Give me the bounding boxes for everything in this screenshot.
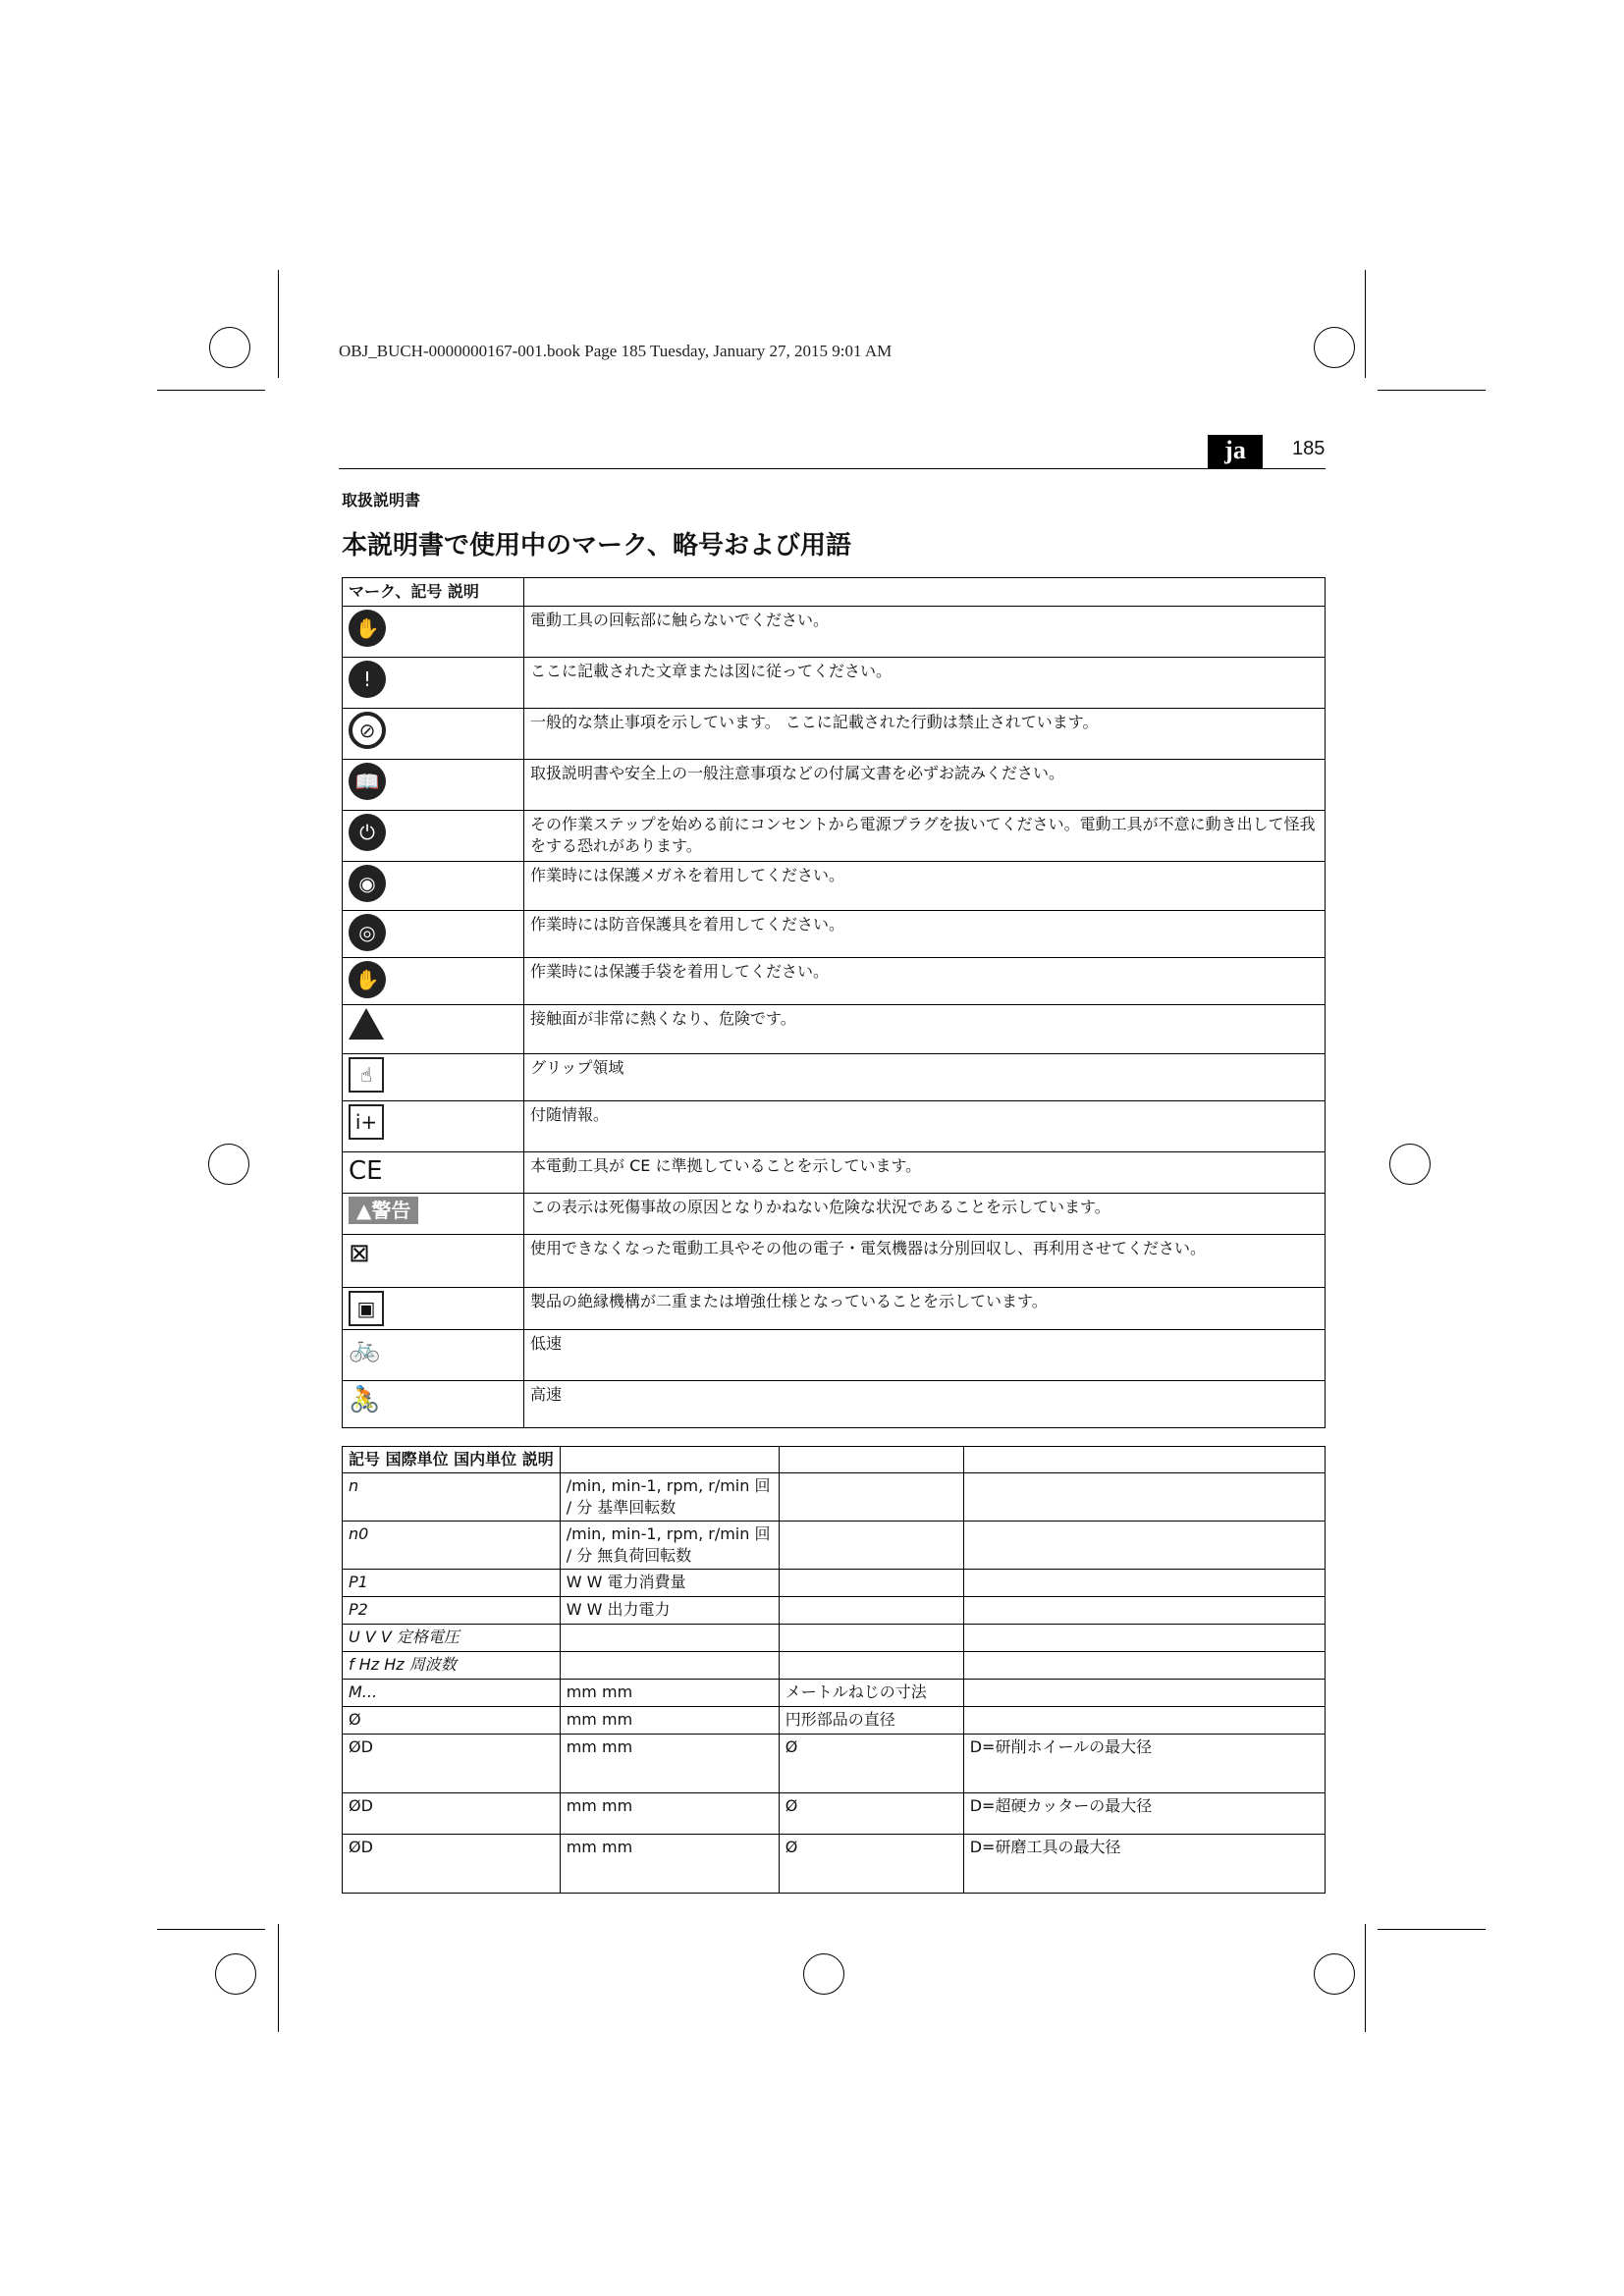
table-row xyxy=(343,1522,1326,1570)
table-cell xyxy=(779,1522,963,1570)
table-cell xyxy=(963,1522,1325,1570)
low-speed-icon: 🚲 xyxy=(349,1334,381,1363)
table-row xyxy=(343,760,1326,811)
table-cell: 円形部品の直径 xyxy=(779,1707,963,1735)
symbol-cell xyxy=(343,1381,524,1428)
crop-mark xyxy=(1378,1929,1486,1930)
table-row xyxy=(343,1101,1326,1152)
table-cell: M... xyxy=(343,1680,561,1707)
crop-mark xyxy=(157,390,265,391)
table-cell: mm mm xyxy=(560,1707,779,1735)
table-row xyxy=(343,607,1326,658)
table-cell: ØD xyxy=(343,1735,561,1793)
description-cell: ここに記載された文章または図に従ってください。 xyxy=(524,658,1326,709)
file-info: OBJ_BUCH-0000000167-001.book Page 185 Tuesday, January 27, 2015 9:01 AM xyxy=(339,342,893,360)
language-badge: ja xyxy=(1208,435,1263,468)
exclamation-icon: ! xyxy=(349,661,386,698)
description-cell: 作業時には防音保護具を着用してください。 xyxy=(524,911,1326,958)
table-row xyxy=(343,1707,1326,1735)
table-cell: U V V 定格電圧 xyxy=(343,1625,561,1652)
table-row xyxy=(343,1652,1326,1680)
table-cell xyxy=(963,1707,1325,1735)
description-cell: 取扱説明書や安全上の一般注意事項などの付属文書を必ずお読みください。 xyxy=(524,760,1326,811)
high-speed-icon: 🚴 xyxy=(349,1385,381,1415)
table-cell xyxy=(963,1625,1325,1652)
document-label: 取扱説明書 xyxy=(342,491,421,509)
symbol-cell xyxy=(343,658,524,709)
crop-mark xyxy=(278,1924,279,2032)
registration-mark xyxy=(215,1953,256,1995)
table-row xyxy=(343,1235,1326,1288)
table-row xyxy=(343,1194,1326,1235)
table-cell xyxy=(963,1680,1325,1707)
table-row xyxy=(343,658,1326,709)
table-row xyxy=(343,862,1326,911)
table-cell xyxy=(779,1473,963,1522)
double-insulation-icon: ▣ xyxy=(349,1291,384,1326)
symbol-cell xyxy=(343,607,524,658)
table-cell: /min, min-1, rpm, r/min 回 / 分 無負荷回転数 xyxy=(560,1522,779,1570)
table-row xyxy=(343,709,1326,760)
prohibition-icon: ⊘ xyxy=(349,712,386,749)
table-header-row xyxy=(343,578,1326,607)
table-header: マーク、記号 説明 xyxy=(343,578,524,607)
table-row xyxy=(343,1005,1326,1054)
table-row xyxy=(343,1570,1326,1597)
table-cell xyxy=(779,1652,963,1680)
table-cell: ØD xyxy=(343,1835,561,1894)
symbol-cell xyxy=(343,1194,524,1235)
description-cell: 接触面が非常に熱くなり、危険です。 xyxy=(524,1005,1326,1054)
crop-mark xyxy=(1378,390,1486,391)
warning-label-icon: ▲警告 xyxy=(349,1197,418,1224)
page-number: 185 xyxy=(1292,438,1326,459)
ce-mark-icon: CE xyxy=(349,1156,383,1186)
table-cell xyxy=(963,1570,1325,1597)
table-row xyxy=(343,911,1326,958)
description-cell: 一般的な禁止事項を示しています。 ここに記載された行動は禁止されています。 xyxy=(524,709,1326,760)
table-header-cell xyxy=(524,578,1326,607)
crop-mark xyxy=(157,1929,265,1930)
table-row xyxy=(343,1597,1326,1625)
description-cell: この表示は死傷事故の原因となりかねない危険な状況であることを示しています。 xyxy=(524,1194,1326,1235)
description-cell: 作業時には保護メガネを着用してください。 xyxy=(524,862,1326,911)
crop-mark xyxy=(1365,270,1366,378)
description-cell: 使用できなくなった電動工具やその他の電子・電気機器は分別回収し、再利用させてください。 xyxy=(524,1235,1326,1288)
description-cell: 製品の絶縁機構が二重または増強仕様となっていることを示しています。 xyxy=(524,1288,1326,1330)
table-row xyxy=(343,1625,1326,1652)
table-row xyxy=(343,1735,1326,1793)
table-row xyxy=(343,1330,1326,1381)
table-cell: /min, min-1, rpm, r/min 回 / 分 基準回転数 xyxy=(560,1473,779,1522)
info-icon: i+ xyxy=(349,1104,384,1140)
symbol-cell xyxy=(343,1330,524,1381)
table-cell: P1 xyxy=(343,1570,561,1597)
table-cell: mm mm xyxy=(560,1735,779,1793)
table-cell: W W 出力電力 xyxy=(560,1597,779,1625)
table-cell: W W 電力消費量 xyxy=(560,1570,779,1597)
table-cell xyxy=(963,1597,1325,1625)
grip-area-icon: ☝ xyxy=(349,1057,384,1093)
table-cell xyxy=(963,1652,1325,1680)
table-header-cell xyxy=(963,1447,1325,1473)
table-row xyxy=(343,1793,1326,1835)
table-cell: n xyxy=(343,1473,561,1522)
table-cell: D=研削ホイールの最大径 xyxy=(963,1735,1325,1793)
table-row xyxy=(343,811,1326,862)
table-header-cell xyxy=(560,1447,779,1473)
unplug-icon: ⏻ xyxy=(349,814,386,851)
table-cell: Ø xyxy=(779,1735,963,1793)
symbol-cell xyxy=(343,1054,524,1101)
table-row xyxy=(343,1473,1326,1522)
table-cell xyxy=(779,1625,963,1652)
table-cell xyxy=(560,1652,779,1680)
crop-mark xyxy=(278,270,279,378)
symbol-cell xyxy=(343,1005,524,1054)
ear-protection-icon: ◎ xyxy=(349,914,386,951)
table-row xyxy=(343,1288,1326,1330)
registration-mark xyxy=(1389,1144,1431,1185)
table-row xyxy=(343,1835,1326,1894)
hot-surface-icon xyxy=(349,1008,384,1040)
table-cell: メートルねじの寸法 xyxy=(779,1680,963,1707)
table-cell: Ø xyxy=(779,1835,963,1894)
symbol-cell xyxy=(343,911,524,958)
description-cell: 高速 xyxy=(524,1381,1326,1428)
registration-mark xyxy=(1314,327,1355,368)
table-cell xyxy=(963,1473,1325,1522)
table-cell xyxy=(779,1597,963,1625)
read-manual-icon: 📖 xyxy=(349,763,386,800)
description-cell: グリップ領域 xyxy=(524,1054,1326,1101)
table-row xyxy=(343,1152,1326,1194)
symbol-cell xyxy=(343,1101,524,1152)
table-cell: n0 xyxy=(343,1522,561,1570)
registration-mark xyxy=(208,1144,249,1185)
symbol-cell xyxy=(343,1288,524,1330)
symbol-cell xyxy=(343,862,524,911)
symbol-cell xyxy=(343,811,524,862)
table-cell: Ø xyxy=(343,1707,561,1735)
table-cell: ØD xyxy=(343,1793,561,1835)
table-cell: mm mm xyxy=(560,1793,779,1835)
registration-mark xyxy=(1314,1953,1355,1995)
description-cell: 本電動工具が CE に準拠していることを示しています。 xyxy=(524,1152,1326,1194)
symbol-cell xyxy=(343,1235,524,1288)
no-touch-icon: ✋ xyxy=(349,610,386,647)
table-cell: P2 xyxy=(343,1597,561,1625)
gloves-icon: ✋ xyxy=(349,961,386,998)
marks-table xyxy=(342,577,1326,1428)
symbol-cell xyxy=(343,1152,524,1194)
table-row xyxy=(343,958,1326,1005)
crop-mark xyxy=(1365,1924,1366,2032)
table-header-row xyxy=(343,1447,1326,1473)
symbol-cell xyxy=(343,709,524,760)
symbol-cell xyxy=(343,760,524,811)
table-cell xyxy=(779,1570,963,1597)
eye-protection-icon: ◉ xyxy=(349,865,386,902)
registration-mark xyxy=(803,1953,844,1995)
table-cell xyxy=(560,1625,779,1652)
registration-mark xyxy=(209,327,250,368)
table-cell: Ø xyxy=(779,1793,963,1835)
units-table xyxy=(342,1446,1326,1894)
description-cell: 電動工具の回転部に触らないでください。 xyxy=(524,607,1326,658)
table-header: 記号 国際単位 国内単位 説明 xyxy=(343,1447,561,1473)
table-row xyxy=(343,1680,1326,1707)
symbol-cell xyxy=(343,958,524,1005)
description-cell: 作業時には保護手袋を着用してください。 xyxy=(524,958,1326,1005)
weee-bin-icon: ⊠ xyxy=(349,1239,370,1268)
page-title: 本説明書で使用中のマーク、略号および用語 xyxy=(342,531,851,561)
table-cell: D=研磨工具の最大径 xyxy=(963,1835,1325,1894)
table-cell: mm mm xyxy=(560,1680,779,1707)
description-cell: 低速 xyxy=(524,1330,1326,1381)
description-cell: 付随情報。 xyxy=(524,1101,1326,1152)
table-header-cell xyxy=(779,1447,963,1473)
description-cell: その作業ステップを始める前にコンセントから電源プラグを抜いてください。電動工具が不意に動き出して怪我をする恐れがあります。 xyxy=(524,811,1326,862)
table-cell: mm mm xyxy=(560,1835,779,1894)
table-row xyxy=(343,1054,1326,1101)
table-row xyxy=(343,1381,1326,1428)
table-cell: f Hz Hz 周波数 xyxy=(343,1652,561,1680)
table-cell: D=超硬カッターの最大径 xyxy=(963,1793,1325,1835)
header-rule xyxy=(339,468,1326,469)
